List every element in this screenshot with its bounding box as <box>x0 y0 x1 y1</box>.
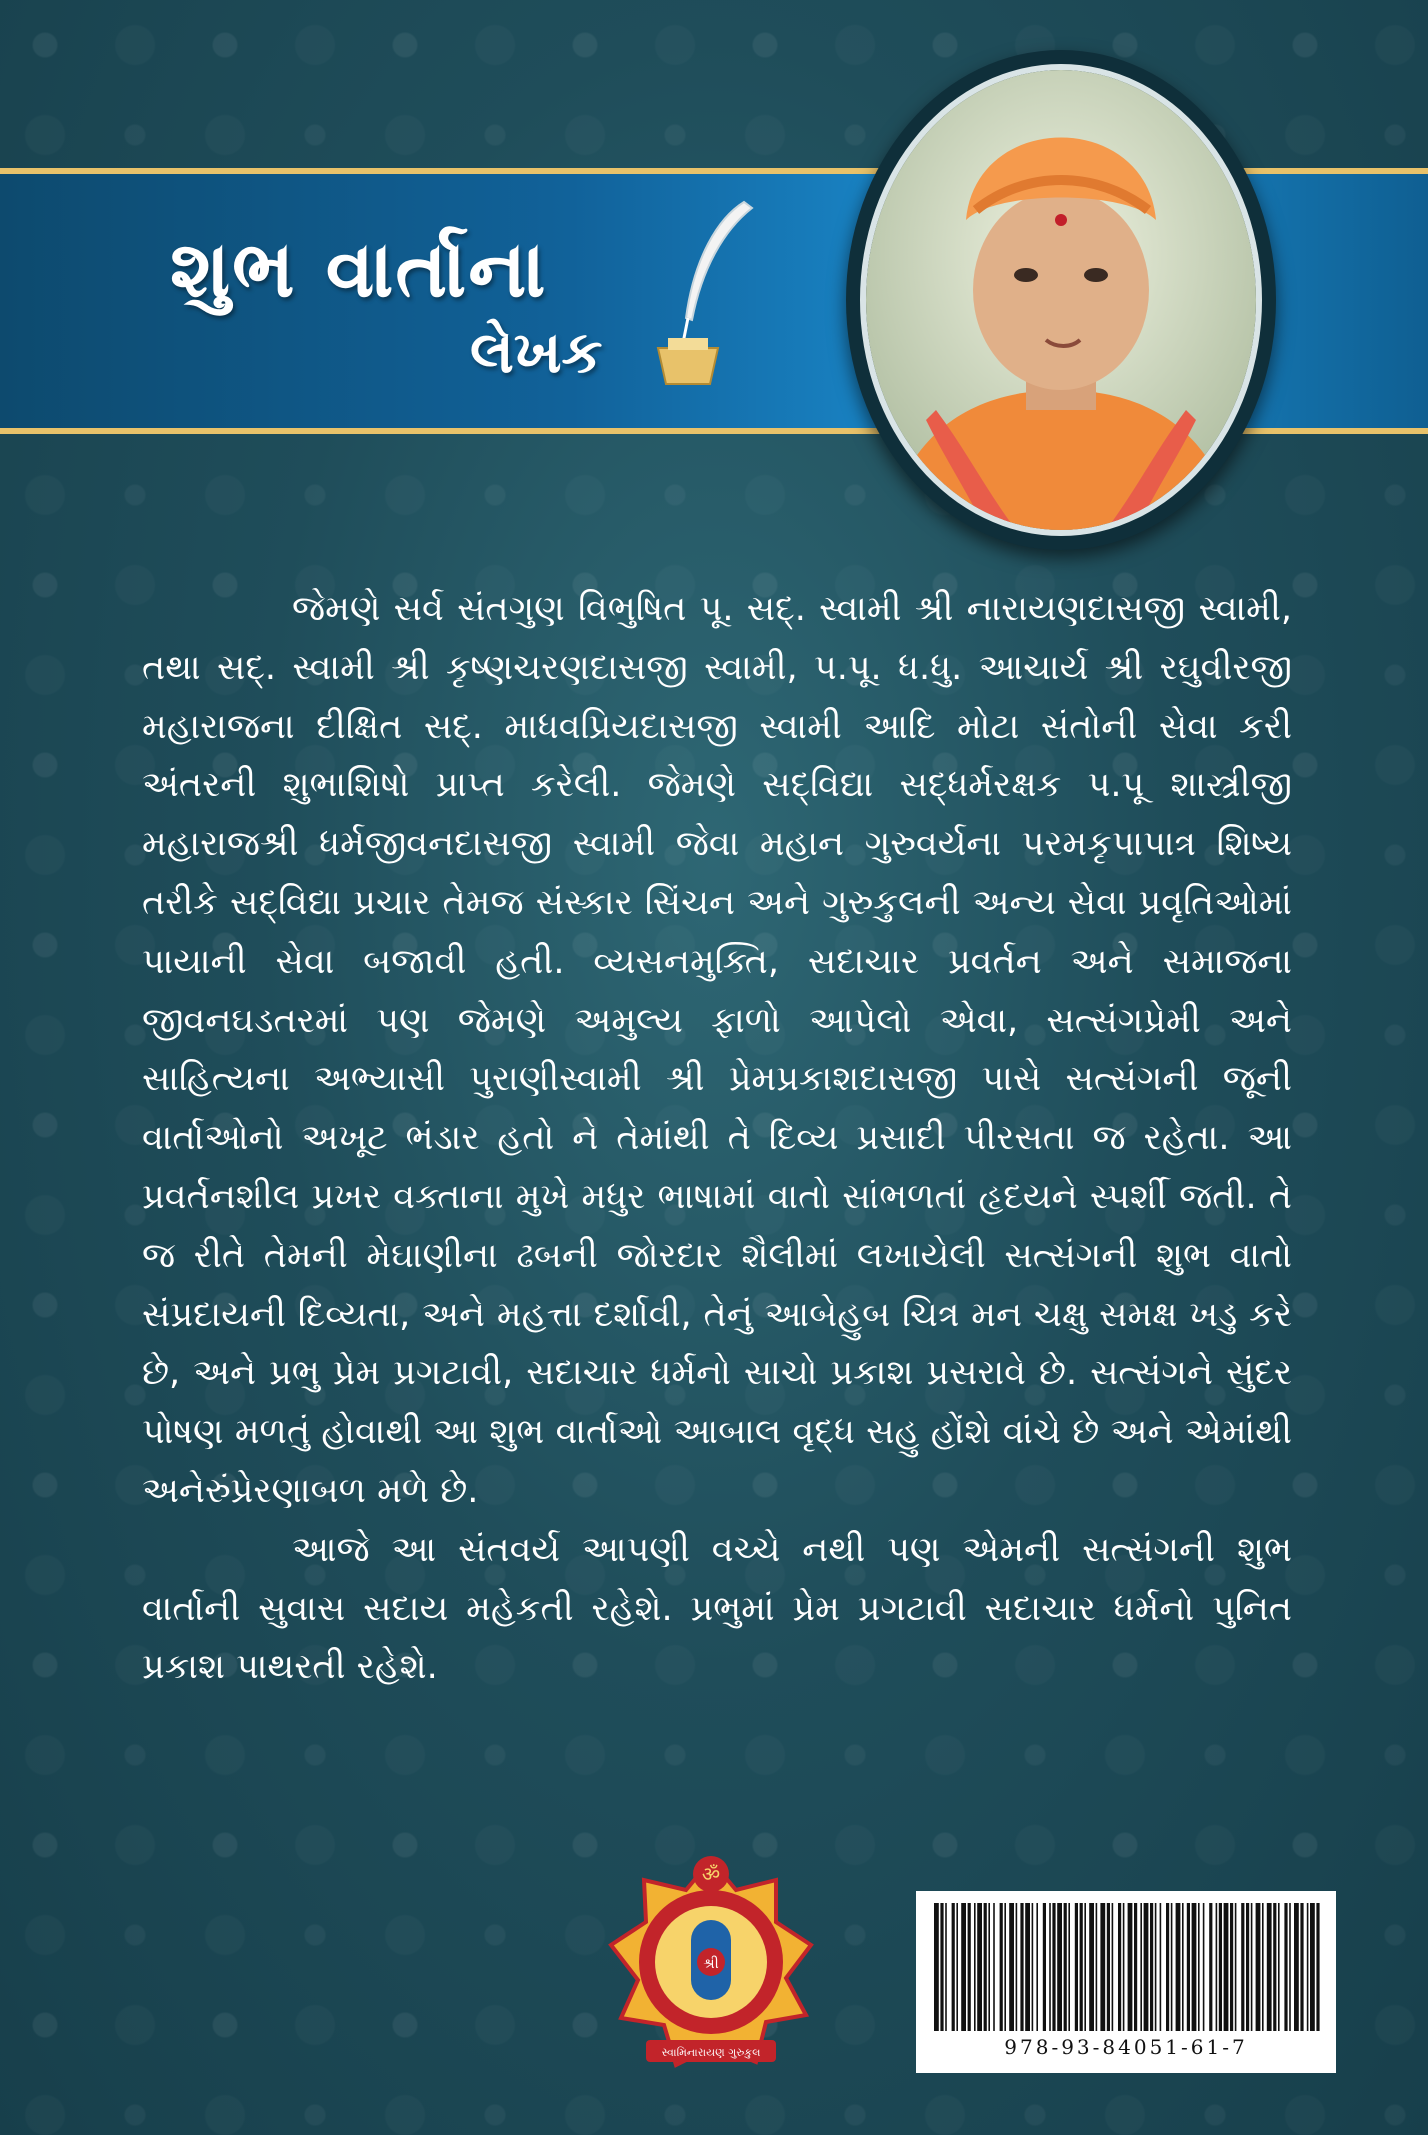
cover-title: શુભ વાર્તાના <box>170 225 548 315</box>
barcode-graphic <box>916 1891 1336 2073</box>
isbn-number: 978-93-84051-61-7 <box>1004 2035 1248 2059</box>
emblem-center-text: શ્રી <box>703 1956 719 1972</box>
biography-paragraph-1: જેમણે સર્વ સંતગુણ વિભુષિત પૂ. સદ્. સ્વામી શ્રી નારાયણદાસજી સ્વામી, તથા સદ્. સ્વામી શ્રી કૃષ્ણચરણદાસજી સ્વામી, પ.પૂ. ધ.ધુ. આચાર્ય શ્રી રઘુવીરજી મહારાજના દીક્ષિત સદ્. માધવપ્રિયદાસજી સ્વામી આદિ મોટા સંતોની સેવા કરી અંતરની શુભાશિષો પ્રાપ્ત કરેલી. જેમણે સદ્‌વિદ્યા સદ્ધર્મરક્ષક પ.પૂ શાસ્ત્રીજી મહારાજશ્રી ધર્મજીવનદાસજી સ્વામી જેવા મહાન ગુરુવર્યના પરમકૃપાપાત્ર શિષ્ય તરીકે સદ્‌વિદ્યા પ્રચાર તેમજ સંસ્કાર સિંચન અને ગુરુકુલની અન્ય સેવા પ્રવૃતિઓમાં પાયાની સેવા બજાવી હતી. વ્યસનમુક્તિ, સદાચાર પ્રવર્તન અને સમાજના જીવનઘડતરમાં પણ જેમણે અમુલ્ય ફાળો આપેલો એવા, સત્સંગપ્રેમી અને સાહિત્યના અભ્યાસી પુરાણીસ્વામી શ્રી પ્રેમપ્રકાશદાસજી પાસે સત્સંગની જૂની વાર્તાઓનો અખૂટ ભંડાર હતો ને તેમાંથી તે દિવ્ય પ્રસાદી પીરસતા જ રહેતા. આ પ્રવર્તનશીલ પ્રખર વક્તાના મુખે મધુર ભાષામાં વાતો સાંભળતાં હૃદયને સ્પર્શી જતી. તે જ રીતે તેમની મેઘાણીના ઢબની જોરદાર શૈલીમાં લખાયેલી સત્સંગની શુભ વાતો સંપ્રદાયની દિવ્યતા, અને મહત્તા દર્શાવી, તેનું આબેહુબ ચિત્ર મન ચક્ષુ સમક્ષ ખડુ કરે છે, અને પ્રભુ પ્રેમ પ્રગટાવી, સદાચાર ધર્મનો સાચો પ્રકાશ પ્રસરાવે છે. સત્સંગને સુંદર પોષણ મળતું હોવાથી આ શુભ વાર્તાઓ આબાલ વૃદ્ધ સહુ હોંશે વાંચે છે અને એમાંથી અનેરુંપ્રેરણાબળ મળે છે. <box>142 589 1292 1511</box>
cover-subtitle: લેખક <box>470 318 603 386</box>
barcode-bars <box>930 1903 1322 2031</box>
emblem-om-symbol: ॐ <box>701 1862 721 1886</box>
quill-inkpot-icon <box>648 198 758 388</box>
biography-paragraph-2: આજે આ સંતવર્ય આપણી વચ્ચે નથી પણ એમની સત્સંગની શુભ વાર્તાની સુવાસ સદાય મહેકતી રહેશે. પ્રભુમાં પ્રેમ પ્રગટાવી સદાચાર ધર્મનો પુનિત પ્રકાશ પાથરતી રહેશે. <box>142 1529 1292 1688</box>
gurukul-emblem <box>606 1850 816 2090</box>
portrait-photo <box>860 64 1262 536</box>
emblem-ring-text: સ્વામિનારાયણ ગુરુકુલ <box>661 2046 761 2059</box>
author-biography <box>142 580 1292 1697</box>
